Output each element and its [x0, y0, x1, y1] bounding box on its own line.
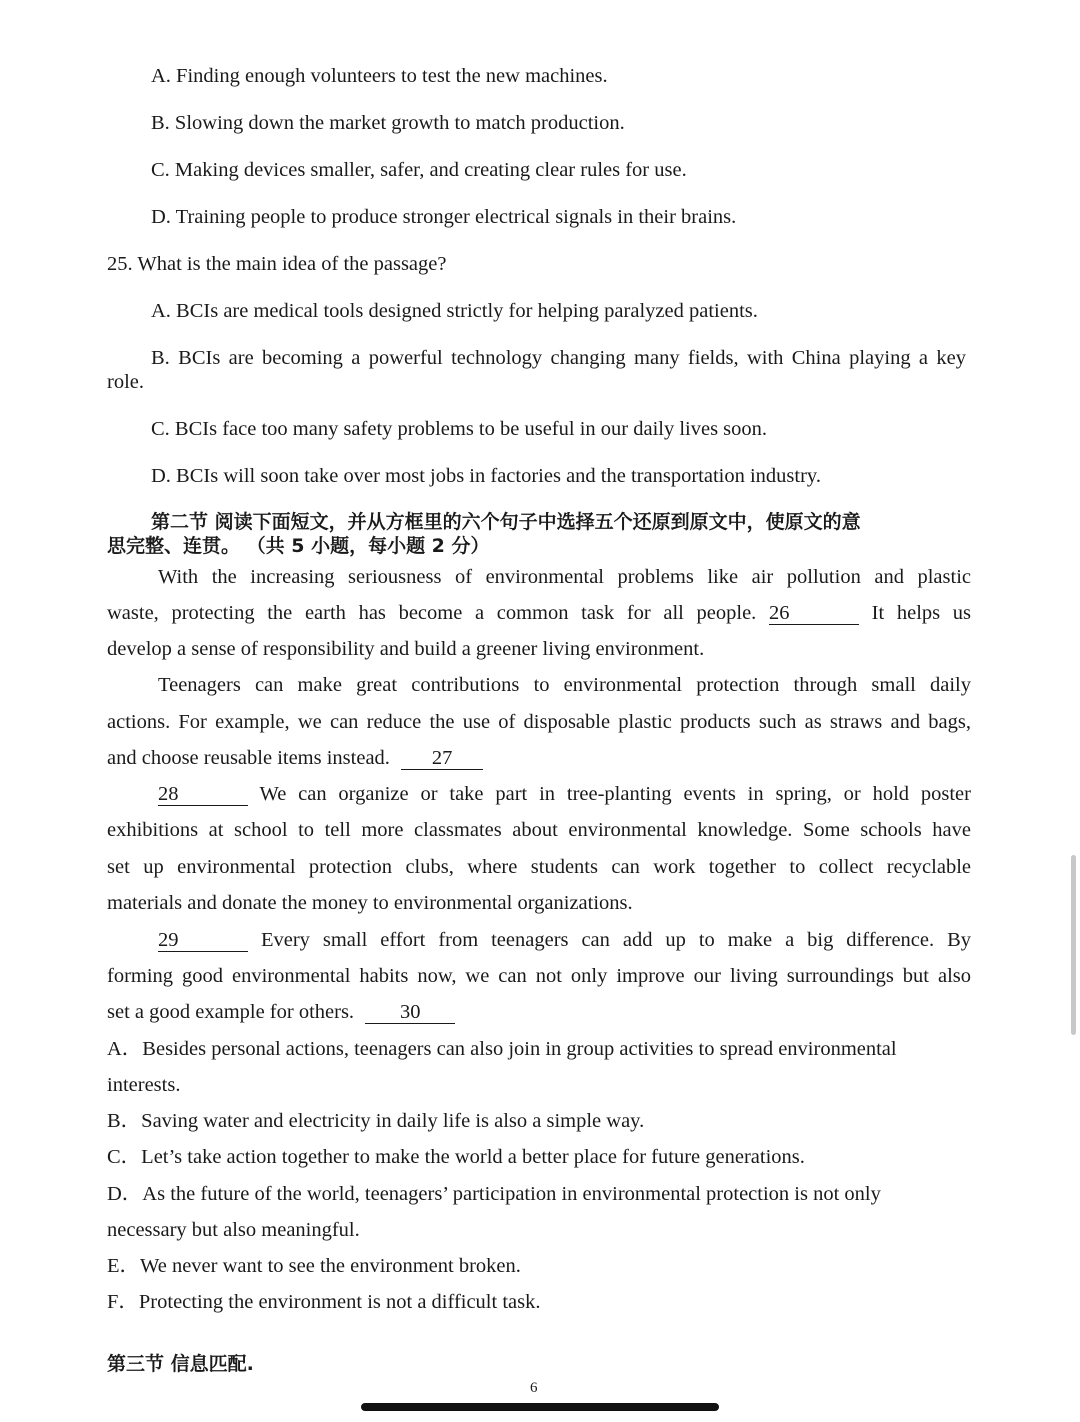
passage-p4-line1-text: Every small effort from teenagers can add up to make a big difference. By: [260, 929, 971, 951]
section3-heading: 第三节 信息匹配.: [107, 1353, 254, 1375]
home-indicator-bar[interactable]: [361, 1403, 719, 1411]
blank-28: 28: [158, 783, 248, 806]
q25-option-c: C. BCIs face too many safety problems to be useful in our daily lives soon.: [151, 418, 768, 440]
section2-heading-line1: 第二节 阅读下面短文，并从方框里的六个句子中选择五个还原到原文中，使原文的意: [151, 511, 861, 533]
q25-option-d: D. BCIs will soon take over most jobs in factories and the transportation industry.: [151, 465, 821, 487]
blank-27: 27: [401, 747, 483, 770]
page-number: 6: [530, 1380, 538, 1396]
passage-p1-line3: develop a sense of responsibility and build a greener living environment.: [107, 638, 705, 660]
q24-option-c: C. Making devices smaller, safer, and creating clear rules for use.: [151, 159, 687, 181]
passage-p1-line1: With the increasing seriousness of environmental problems like air pollution and plastic: [158, 566, 971, 588]
passage-p2-line1: Teenagers can make great contributions to environmental protection through small daily: [158, 674, 971, 696]
blank-30: 30: [365, 1001, 455, 1024]
blank-26: 26: [769, 602, 859, 625]
q25-option-b-line1: B. BCIs are becoming a powerful technology changing many fields, with China playing a key: [151, 347, 966, 369]
passage-p1-line2-end: It helps us: [871, 602, 972, 624]
passage-p3-line2: exhibitions at school to tell more classmates about environmental knowledge. Some schools have: [107, 819, 971, 841]
section2-heading-line2: 思完整、连贯。 （共 5 小题，每小题 2 分）: [107, 535, 490, 557]
q25-option-a: A. BCIs are medical tools designed strictly for helping paralyzed patients.: [151, 300, 758, 322]
q24-option-d: D. Training people to produce stronger electrical signals in their brains.: [151, 206, 737, 228]
choice-f: F．Protecting the environment is not a difficult task.: [107, 1291, 541, 1313]
passage-p1-line2: [107, 600, 971, 626]
passage-p3-line4: materials and donate the money to environmental organizations.: [107, 892, 633, 914]
passage-p2-line3: [107, 745, 483, 771]
choice-c: C．Let’s take action together to make the world a better place for future generations.: [107, 1146, 805, 1168]
passage-p3-line1: [158, 781, 971, 807]
choice-d-line2: necessary but also meaningful.: [107, 1219, 360, 1241]
passage-p1-line2-text: waste, protecting the earth has become a common task for all people.: [107, 602, 757, 624]
passage-p2-line2: actions. For example, we can reduce the use of disposable plastic products such as straws and bags,: [107, 711, 971, 733]
choice-e: E．We never want to see the environment broken.: [107, 1255, 521, 1277]
choice-a-line2: interests.: [107, 1074, 181, 1096]
passage-p3-line1-text: We can organize or take part in tree-planting events in spring, or hold poster: [259, 783, 971, 805]
scroll-indicator[interactable]: [1071, 855, 1076, 1035]
passage-p4-line3: [107, 999, 455, 1025]
passage-p2-line3-text: and choose reusable items instead.: [107, 747, 390, 769]
passage-p3-line3: set up environmental protection clubs, where students can work together to collect recyclable: [107, 856, 971, 878]
choice-a-line1: A．Besides personal actions, teenagers can also join in group activities to spread environmental: [107, 1038, 897, 1060]
q24-option-a: A. Finding enough volunteers to test the new machines.: [151, 65, 608, 87]
q25-option-b-line2: role.: [107, 371, 144, 393]
passage-p4-line2: forming good environmental habits now, we can not only improve our living surroundings but also: [107, 965, 971, 987]
choice-d-line1: D．As the future of the world, teenagers’ participation in environmental protection is not only: [107, 1183, 881, 1205]
choice-b: B．Saving water and electricity in daily life is also a simple way.: [107, 1110, 645, 1132]
passage-p4-line1: [158, 927, 971, 953]
blank-29: 29: [158, 929, 248, 952]
q25-stem: 25. What is the main idea of the passage?: [107, 253, 447, 275]
q24-option-b: B. Slowing down the market growth to match production.: [151, 112, 625, 134]
passage-p4-line3-text: set a good example for others.: [107, 1001, 355, 1023]
